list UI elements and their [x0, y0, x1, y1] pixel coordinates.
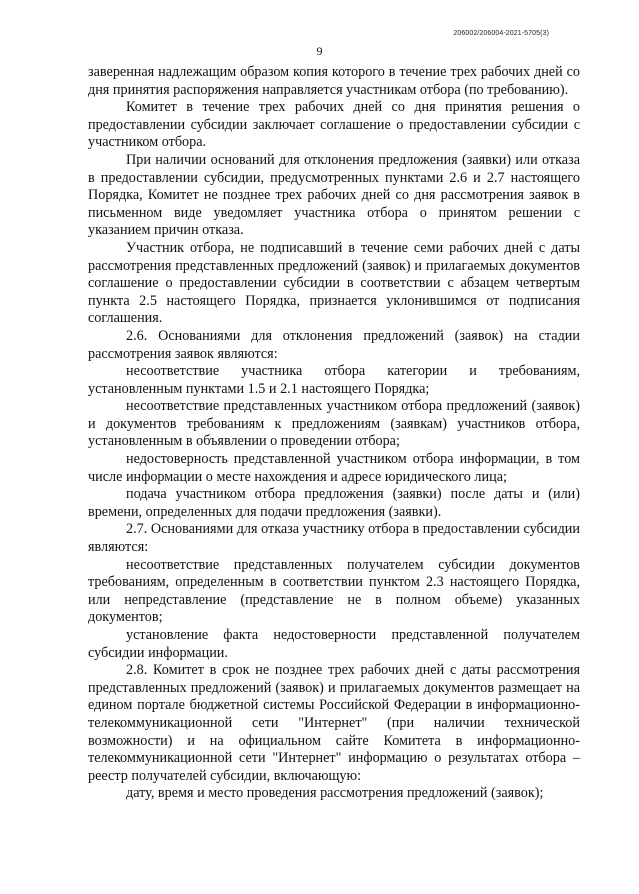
section-heading-2-6: 2.6. Основаниями для отклонения предложений (заявок) на стадии рассмотрения заявок являются:	[88, 327, 580, 362]
list-item: дату, время и место проведения рассмотрения предложений (заявок);	[126, 785, 544, 802]
list-item: несоответствие представленных участником отбора предложений (заявок) и документов требованиям к предложениям (заявкам) участников отбора, установленным в объявлении о проведении отбора;	[88, 398, 580, 450]
list-item: установление факта недостоверности представленной получателем субсидии информации.	[88, 627, 580, 661]
page-number: 9	[316, 44, 323, 58]
list-item: недостоверность представленной участником отбора информации, в том числе информации о месте нахождения и адресе юридического лица;	[88, 451, 580, 485]
list-item: подача участником отбора предложения (заявки) после даты и (или) времени, определенных для подачи предложения (заявки).	[88, 486, 580, 520]
paragraph: Комитет в течение трех рабочих дней со дня принятия решения о предоставлении субсидии заключает соглашение о предоставлении субсидии с участником отбора.	[88, 99, 580, 151]
document-body	[88, 64, 580, 803]
list-item: несоответствие представленных получателем субсидии документов требованиям, определенным в соответствии пунктом 2.3 настоящего Порядка, или непредставление (представление не в полном объеме) указанных документов;	[88, 556, 580, 626]
document-id: 206002/206004-2021-5705(3)	[453, 30, 549, 37]
paragraph: При наличии оснований для отклонения предложения (заявки) или отказа в предоставлении субсидии, предусмотренных пунктами 2.6 и 2.7 настоящего Порядка, Комитет не позднее трех рабочих дней со дня рассмотрения заявок в письменном виде уведомляет участника отбора о принятом решении с указанием причин отказа.	[88, 151, 580, 239]
paragraph: Участник отбора, не подписавший в течение семи рабочих дней с даты рассмотрения представленных предложений (заявок) и прилагаемых документов соглашение о предоставлении субсидии в соответствии с абзацем четвертым пункта 2.5 настоящего Порядка, признается уклонившимся от подписания соглашения.	[88, 239, 580, 327]
section-heading-2-8: 2.8. Комитет в срок не позднее трех рабочих дней с даты рассмотрения представленных предложений (заявок) и прилагаемых документов размещает на едином портале бюджетной системы Российской Федерации в информационно-телекоммуникационной сети "Интернет" (при наличии технической возможности) и на официальном сайте Комитета в информационно-телекоммуникационной сети "Интернет" информацию о результатах отбора – реестр получателей субсидии, включающую:	[88, 662, 580, 784]
paragraph: заверенная надлежащим образом копия которого в течение трех рабочих дней со дня принятия распоряжения направляется участникам отбора (по требованию).	[88, 64, 580, 98]
list-item: несоответствие участника отбора категории и требованиям, установленным пунктами 1.5 и 2.1 настоящего Порядка;	[88, 363, 580, 397]
section-heading-2-7: 2.7. Основаниями для отказа участнику отбора в предоставлении субсидии являются:	[88, 521, 580, 556]
